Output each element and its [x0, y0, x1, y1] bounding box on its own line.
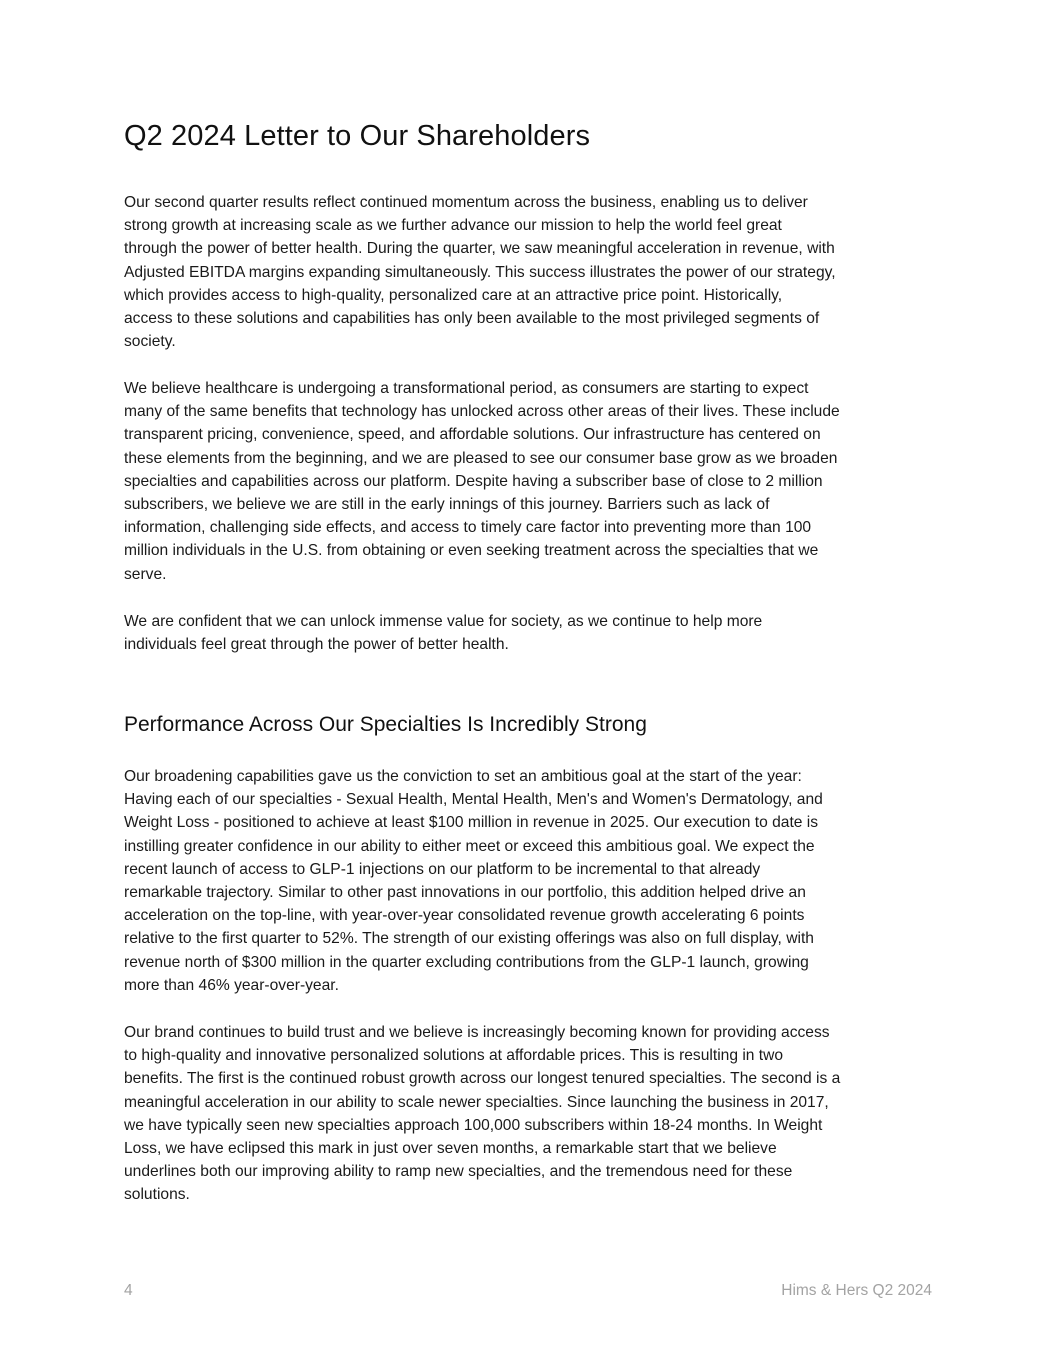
text-line: subscribers, we believe we are still in the early innings of this journey. Barriers such as lack of: [124, 496, 770, 514]
text-line: which provides access to high-quality, personalized care at an attractive price point. Historically,: [124, 286, 783, 304]
section-paragraph-2: [124, 1021, 932, 1207]
text-line: Having each of our specialties - Sexual Health, Mental Health, Men's and Women's Dermatology, and: [124, 791, 823, 809]
text-line: access to these solutions and capabilities has only been available to the most privileged segments of: [124, 310, 820, 328]
text-line: these elements from the beginning, and we are pleased to see our consumer base grow as we broaden: [124, 449, 838, 467]
text-line: society.: [124, 333, 176, 351]
text-line: individuals feel great through the power of better health.: [124, 636, 509, 654]
text-line: remarkable trajectory. Similar to other past innovations in our portfolio, this addition helped drive an: [124, 884, 806, 902]
text-line: benefits. The first is the continued robust growth across our longest tenured specialties. The second is a: [124, 1070, 841, 1088]
page-title: Q2 2024 Letter to Our Shareholders: [124, 120, 591, 152]
text-line: Our second quarter results reflect continued momentum across the business, enabling us to deliver: [124, 194, 808, 211]
text-line: underlines both our improving ability to ramp new specialties, and the tremendous need for these: [124, 1163, 793, 1181]
text-line: specialties and capabilities across our platform. Despite having a subscriber base of close to 2 million: [124, 472, 823, 490]
document-page: [124, 0, 932, 1365]
text-line: strong growth at increasing scale as we further advance our mission to help the world feel great: [124, 217, 782, 235]
text-line: Loss, we have eclipsed this mark in just over seven months, a remarkable start that we believe: [124, 1140, 777, 1158]
text-line: meaningful acceleration in our ability to scale newer specialties. Since launching the business in 2017,: [124, 1093, 829, 1111]
text-line: solutions.: [124, 1186, 190, 1204]
text-line: many of the same benefits that technology has unlocked across other areas of their lives. These include: [124, 403, 840, 421]
text-line: recent launch of access to GLP-1 injections on our platform to be incremental to that already: [124, 860, 761, 878]
section-heading: Performance Across Our Specialties Is Incredibly Strong: [124, 713, 647, 736]
text-line: Our brand continues to build trust and we believe is increasingly becoming known for providing access: [124, 1024, 830, 1041]
text-line: instilling greater confidence in our ability to either meet or exceed this ambitious goal. We expect the: [124, 837, 815, 855]
text-line: we have typically seen new specialties approach 100,000 subscribers within 18-24 months. In Weight: [124, 1116, 823, 1134]
section-paragraph-1: [124, 765, 932, 997]
intro-paragraph-1: [124, 191, 932, 353]
text-line: serve.: [124, 565, 167, 583]
text-line: acceleration on the top-line, with year-over-year consolidated revenue growth accelerating 6 points: [124, 907, 805, 925]
intro-paragraph-3: [124, 610, 932, 656]
text-line: information, challenging side effects, and access to timely care factor into preventing more than 100: [124, 519, 812, 537]
text-line: We are confident that we can unlock immense value for society, as we continue to help more: [124, 613, 763, 630]
text-line: to high-quality and innovative personalized solutions at affordable prices. This is resulting in two: [124, 1047, 784, 1065]
text-line: Adjusted EBITDA margins expanding simultaneously. This success illustrates the power of our strategy,: [124, 263, 836, 281]
text-line: through the power of better health. During the quarter, we saw meaningful acceleration in revenue, with: [124, 240, 835, 258]
footer-label: Hims & Hers Q2 2024: [781, 1282, 932, 1299]
text-line: revenue north of $300 million in the quarter excluding contributions from the GLP-1 launch, growing: [124, 953, 809, 971]
text-line: relative to the first quarter to 52%. The strength of our existing offerings was also on full display, with: [124, 930, 814, 948]
text-line: We believe healthcare is undergoing a transformational period, as consumers are starting to expect: [124, 380, 809, 397]
text-line: Weight Loss - positioned to achieve at least $100 million in revenue in 2025. Our execution to date is: [124, 814, 819, 832]
text-line: more than 46% year-over-year.: [124, 976, 339, 994]
page-number: 4: [124, 1282, 133, 1299]
text-line: transparent pricing, convenience, speed, and affordable solutions. Our infrastructure has centered on: [124, 426, 821, 444]
text-line: Our broadening capabilities gave us the conviction to set an ambitious goal at the start of the year:: [124, 768, 802, 785]
intro-paragraph-2: [124, 377, 932, 586]
text-line: million individuals in the U.S. from obtaining or even seeking treatment across the specialties that we: [124, 542, 819, 560]
